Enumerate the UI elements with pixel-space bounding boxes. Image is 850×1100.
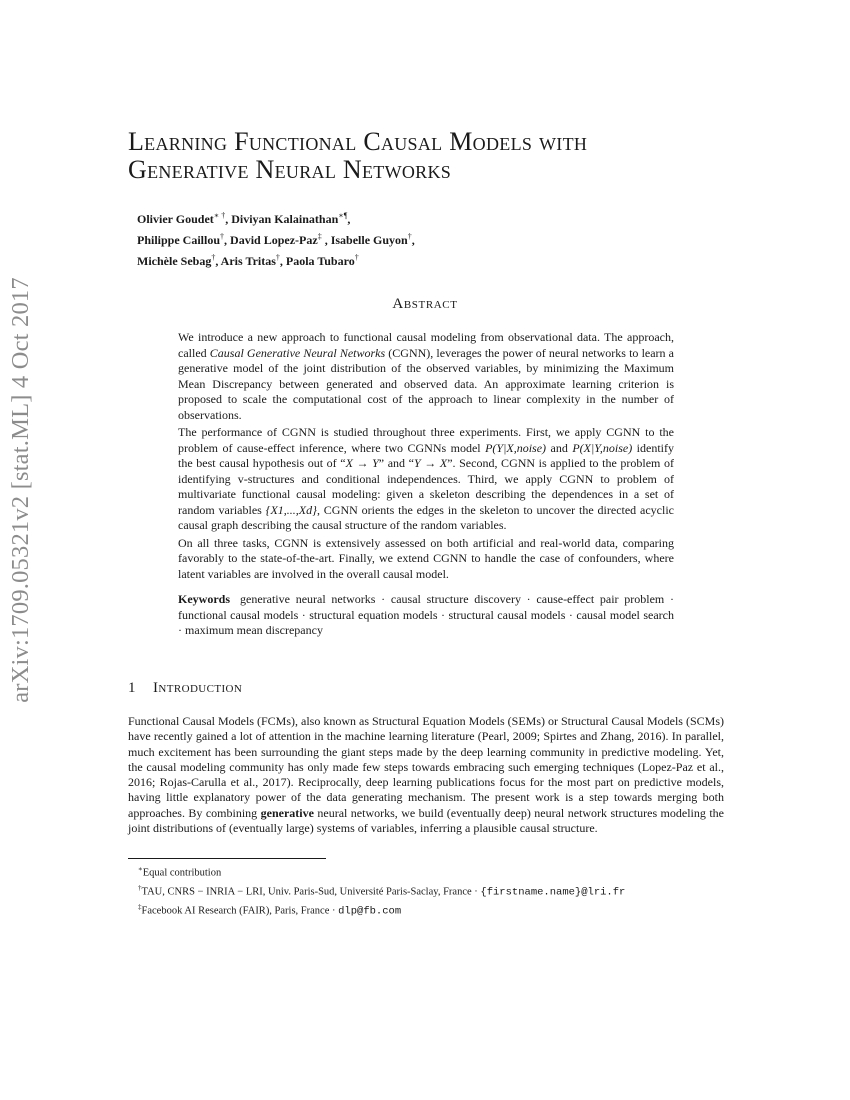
introduction-paragraph: Functional Causal Models (FCMs), also known as Structural Equation Models (SEMs) or Structural Causal Models (SCMs) have recently gained a lot of attention in the machine learning literature (Pearl, 2009; Spirtes and Zhang, 2016). In parallel, much excitement has been surrounding the giant steps made by the deep learning community in predictive modeling. Yet, the causal modeling community has only made few steps towards embracing such emerging techniques (Lopez-Paz et al., 2016; Rojas-Carulla et al., 2017). Reciprocally, deep learning publications focus for the most part on predictive models, having little explanatory power of the data generating mechanism. The present work is a step towards merging both approaches. By combining generative neural networks, we build (eventually deep) neural network structures modeling the joint distributions of (eventually large) systems of variables, inferring a plausible causal structure.	[128, 714, 724, 836]
arxiv-id: arXiv:1709.05321v2 [stat.ML] 4 Oct 2017	[7, 277, 35, 703]
keywords	[178, 592, 674, 639]
abstract-heading: Abstract	[392, 296, 458, 312]
paper-title	[128, 128, 728, 184]
abstract-paragraph-3: On all three tasks, CGNN is extensively assessed on both artificial and real-world data, comparing favorably to the state-of-the-art. Finally, we extend CGNN to handle the case of confounders, where latent variables are involved in the overall causal model.	[178, 535, 674, 581]
footnote-equal-contribution: ∗Equal contribution	[138, 865, 222, 879]
author: Aris Tritas†	[220, 253, 280, 268]
footnotes	[138, 862, 738, 920]
abstract-paragraph-2: The performance of CGNN is studied throughout three experiments. First, we apply CGNN to the problem of cause-effect inference, where two CGNNs model P(Y|X,noise) and P(X|Y,noise) identify the best causal hypothesis out of “X → Y” and “Y → X”. Second, CGNN is applied to the problem of identifying v-structures and conditional independences. Third, we apply CGNN to problem of multivariate functional causal modeling: given a skeleton describing the dependences in a set of random variables {X1,...,Xd}, CGNN orients the edges in the skeleton to uncover the directed acyclic causal graph describing the causal structure of the random variables.	[178, 425, 675, 532]
section-number: 1	[128, 680, 136, 696]
author: Isabelle Guyon†	[330, 232, 412, 247]
author: Philippe Caillou†	[137, 232, 225, 247]
section-title: Introduction	[153, 680, 243, 696]
author: Michèle Sebag†	[137, 253, 216, 268]
author: Olivier Goudet∗ †	[137, 211, 226, 226]
email-fair: dlp@fb.com	[338, 905, 402, 918]
section-heading-introduction	[128, 680, 242, 697]
footnote-affiliation-tau: †TAU, CNRS − INRIA − LRI, Univ. Paris-Sud, Université Paris-Saclay, France · {firstname.name}@lri.fr	[138, 883, 626, 898]
keywords-label: Keywords	[178, 592, 230, 606]
author: Paola Tubaro†	[285, 253, 359, 268]
title-line-1: Learning Functional Causal Models with	[128, 127, 588, 156]
footnote-affiliation-fair: ‡Facebook AI Research (FAIR), Paris, France · dlp@fb.com	[138, 903, 402, 918]
keywords-list: generative neural networks · causal structure discovery · cause-effect pair problem · functional causal models · structural equation models · structural causal models · causal model search · maximum mean discrepancy	[178, 592, 674, 637]
author-list: Olivier Goudet∗ †, Diviyan Kalainathan∗¶, Philippe Caillou†, David Lopez-Paz‡ , Isabelle Guyon†, Michèle Sebag†, Aris Tritas†, Paola Tubaro†	[137, 211, 415, 268]
abstract-paragraph-1: We introduce a new approach to functional causal modeling from observational data. The approach, called Causal Generative Neural Networks (CGNN), leverages the power of neural networks to learn a generative model of the joint distribution of the observed variables, by minimizing the Maximum Mean Discrepancy between generated and observed data. An approximate learning criterion is proposed to scale the computational cost of the approach to linear complexity in the number of observations.	[178, 330, 675, 422]
abstract-body	[178, 330, 674, 641]
arxiv-sidebar-stamp	[3, 277, 39, 703]
author: Diviyan Kalainathan∗¶	[231, 211, 348, 226]
email-tau: {firstname.name}@lri.fr	[480, 886, 626, 898]
footnote-rule	[128, 858, 326, 859]
title-line-2: Generative Neural Networks	[128, 155, 452, 184]
author: David Lopez-Paz‡	[230, 232, 322, 247]
